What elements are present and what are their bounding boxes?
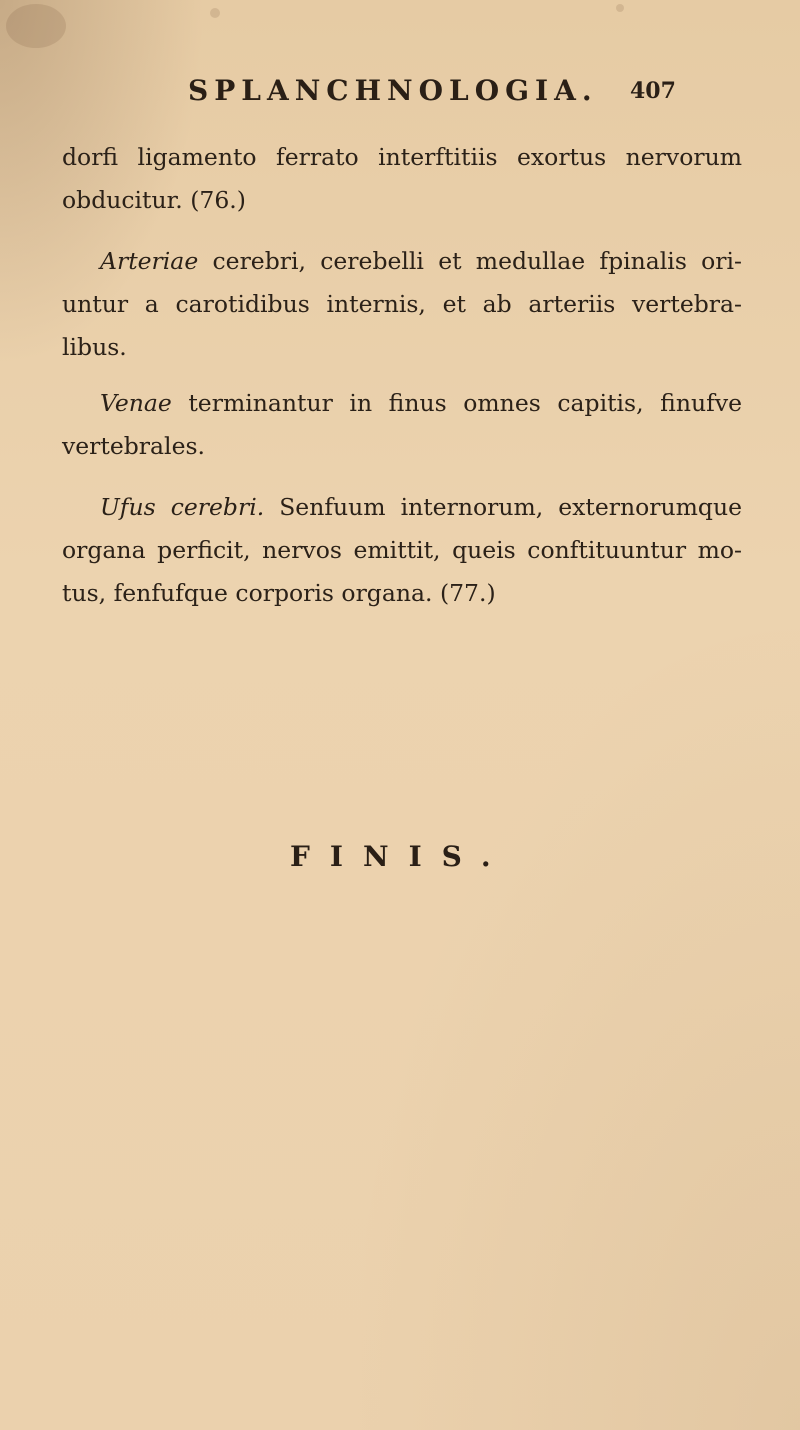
paper-stain — [616, 4, 624, 12]
text-line: untur a carotidibus internis, et ab arteriis vertebra- — [62, 290, 742, 318]
paragraph-arteriae — [62, 240, 742, 369]
text-line: vertebrales. — [62, 432, 206, 460]
text-line: organa perficit, nervos emittit, queis conftituuntur mo- — [62, 536, 742, 564]
text-line — [62, 240, 742, 283]
page-number: 407 — [630, 78, 676, 104]
running-head — [188, 74, 688, 124]
running-title: SPLANCHNOLOGIA. — [188, 74, 598, 107]
text-line: tus, fenfufque corporis organa. (77.) — [62, 579, 496, 607]
paragraph-lead: Arteriae — [100, 247, 199, 275]
text-line — [62, 382, 742, 425]
text-line — [62, 486, 742, 529]
paper-stain — [210, 8, 220, 18]
paragraph-venae — [62, 382, 742, 468]
text-run: Senfuum internorum, externorumque — [264, 493, 743, 521]
paragraph-continuation — [62, 136, 742, 222]
text-line: dorfi ligamento ferrato interftitiis exortus nervorum — [62, 143, 742, 171]
paragraph-lead: Ufus cerebri. — [100, 493, 265, 521]
text-run: terminantur in finus omnes capitis, finufve — [171, 389, 742, 417]
paragraph-usus-cerebri — [62, 486, 742, 615]
text-line: libus. — [62, 333, 127, 361]
text-line: obducitur. (76.) — [62, 186, 246, 214]
paper-stain — [6, 4, 66, 48]
paragraph-lead: Venae — [100, 389, 172, 417]
finis-colophon: FINIS. — [290, 840, 511, 873]
text-run: cerebri, cerebelli et medullae fpinalis ori- — [198, 247, 742, 275]
